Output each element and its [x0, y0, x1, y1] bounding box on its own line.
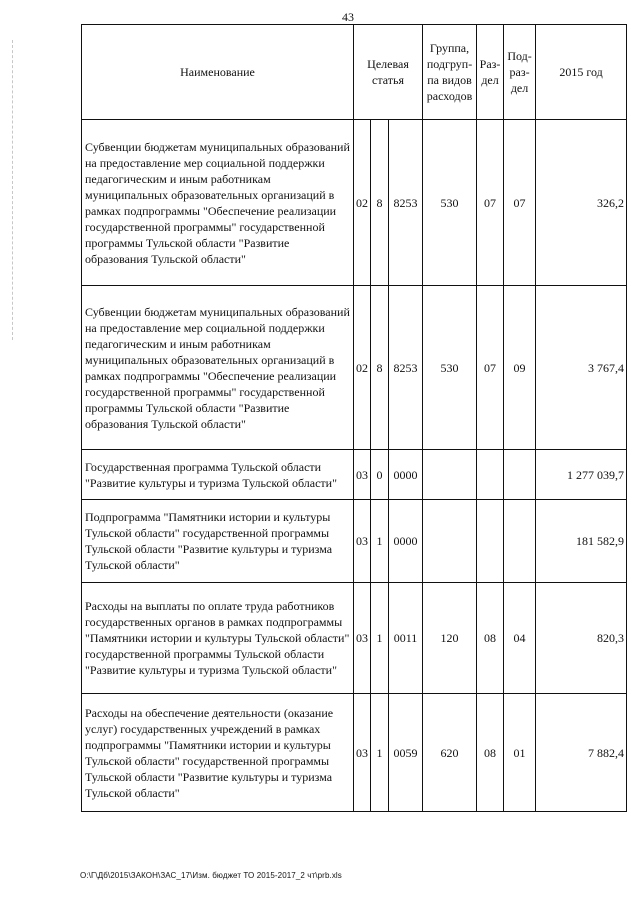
header-year: 2015 год — [536, 25, 627, 120]
subsection: 09 — [504, 286, 536, 450]
section: 07 — [477, 286, 504, 450]
header-expense-group: Группа, подгруп-па видов расходов — [423, 25, 477, 120]
table-row — [82, 583, 627, 694]
code-subprogram: 8 — [371, 286, 389, 450]
header-name: Наименование — [82, 25, 354, 120]
code-program: 03 — [354, 500, 371, 583]
subsection: 01 — [504, 694, 536, 812]
expense-group: 620 — [423, 694, 477, 812]
table-row — [82, 286, 627, 450]
table-header-row — [82, 25, 627, 120]
code-subprogram: 0 — [371, 450, 389, 500]
code-direction: 0000 — [389, 450, 423, 500]
amount: 820,3 — [536, 583, 627, 694]
subsection — [504, 500, 536, 583]
code-program: 02 — [354, 120, 371, 286]
code-direction: 8253 — [389, 120, 423, 286]
expense-group — [423, 450, 477, 500]
amount: 1 277 039,7 — [536, 450, 627, 500]
budget-table — [81, 24, 627, 812]
amount: 7 882,4 — [536, 694, 627, 812]
footer-file-path: O:\Г\Дб\2015\ЗАКОН\ЗАС_17\Изм. бюджет ТО 2015-2017_2 чт\prb.xls — [80, 871, 342, 880]
code-direction: 8253 — [389, 286, 423, 450]
expense-group: 120 — [423, 583, 477, 694]
row-name: Расходы на выплаты по оплате труда работников государственных органов в рамках подпрограммы "Памятники истории и культуры Тульской области" государственной программы Тульской области "Развитие культуры и туризма Тульской области" — [82, 583, 354, 694]
code-program: 02 — [354, 286, 371, 450]
code-direction: 0059 — [389, 694, 423, 812]
table-row — [82, 120, 627, 286]
header-target-article: Целевая статья — [354, 25, 423, 120]
section: 08 — [477, 694, 504, 812]
amount: 3 767,4 — [536, 286, 627, 450]
section — [477, 450, 504, 500]
section — [477, 500, 504, 583]
code-subprogram: 8 — [371, 120, 389, 286]
header-subsection: Под-раз-дел — [504, 25, 536, 120]
code-subprogram: 1 — [371, 583, 389, 694]
expense-group — [423, 500, 477, 583]
table-row — [82, 694, 627, 812]
table-row — [82, 450, 627, 500]
code-direction: 0011 — [389, 583, 423, 694]
code-program: 03 — [354, 694, 371, 812]
code-program: 03 — [354, 450, 371, 500]
row-name: Расходы на обеспечение деятельности (оказание услуг) государственных учреждений в рамках подпрограммы "Памятники истории и культуры Тульской области" государственной программы Тульской области "Развитие культуры и туризма Тульской области" — [82, 694, 354, 812]
expense-group: 530 — [423, 120, 477, 286]
code-program: 03 — [354, 583, 371, 694]
code-subprogram: 1 — [371, 694, 389, 812]
amount: 181 582,9 — [536, 500, 627, 583]
code-direction: 0000 — [389, 500, 423, 583]
subsection: 04 — [504, 583, 536, 694]
amount: 326,2 — [536, 120, 627, 286]
subsection — [504, 450, 536, 500]
row-name: Государственная программа Тульской области "Развитие культуры и туризма Тульской области" — [82, 450, 354, 500]
section: 07 — [477, 120, 504, 286]
scan-margin-marks — [12, 40, 19, 340]
subsection: 07 — [504, 120, 536, 286]
row-name: Субвенции бюджетам муниципальных образований на предоставление мер социальной поддержки педагогическим и иным работникам муниципальных образовательных организаций в рамках подпрограммы "Обеспечение реализации государственной программы" государственной программы Тульской области "Развитие образования Тульской области" — [82, 120, 354, 286]
row-name: Субвенции бюджетам муниципальных образований на предоставление мер социальной поддержки педагогическим и иным работникам муниципальных образовательных организаций в рамках подпрограммы "Обеспечение реализации государственной программы" государственной программы Тульской области "Развитие образования Тульской области" — [82, 286, 354, 450]
table-row — [82, 500, 627, 583]
expense-group: 530 — [423, 286, 477, 450]
code-subprogram: 1 — [371, 500, 389, 583]
row-name: Подпрограмма "Памятники истории и культуры Тульской области" государственной программы Тульской области "Развитие культуры и туризма Тульской области" — [82, 500, 354, 583]
header-section: Раз-дел — [477, 25, 504, 120]
section: 08 — [477, 583, 504, 694]
page-number: 43 — [342, 10, 354, 24]
